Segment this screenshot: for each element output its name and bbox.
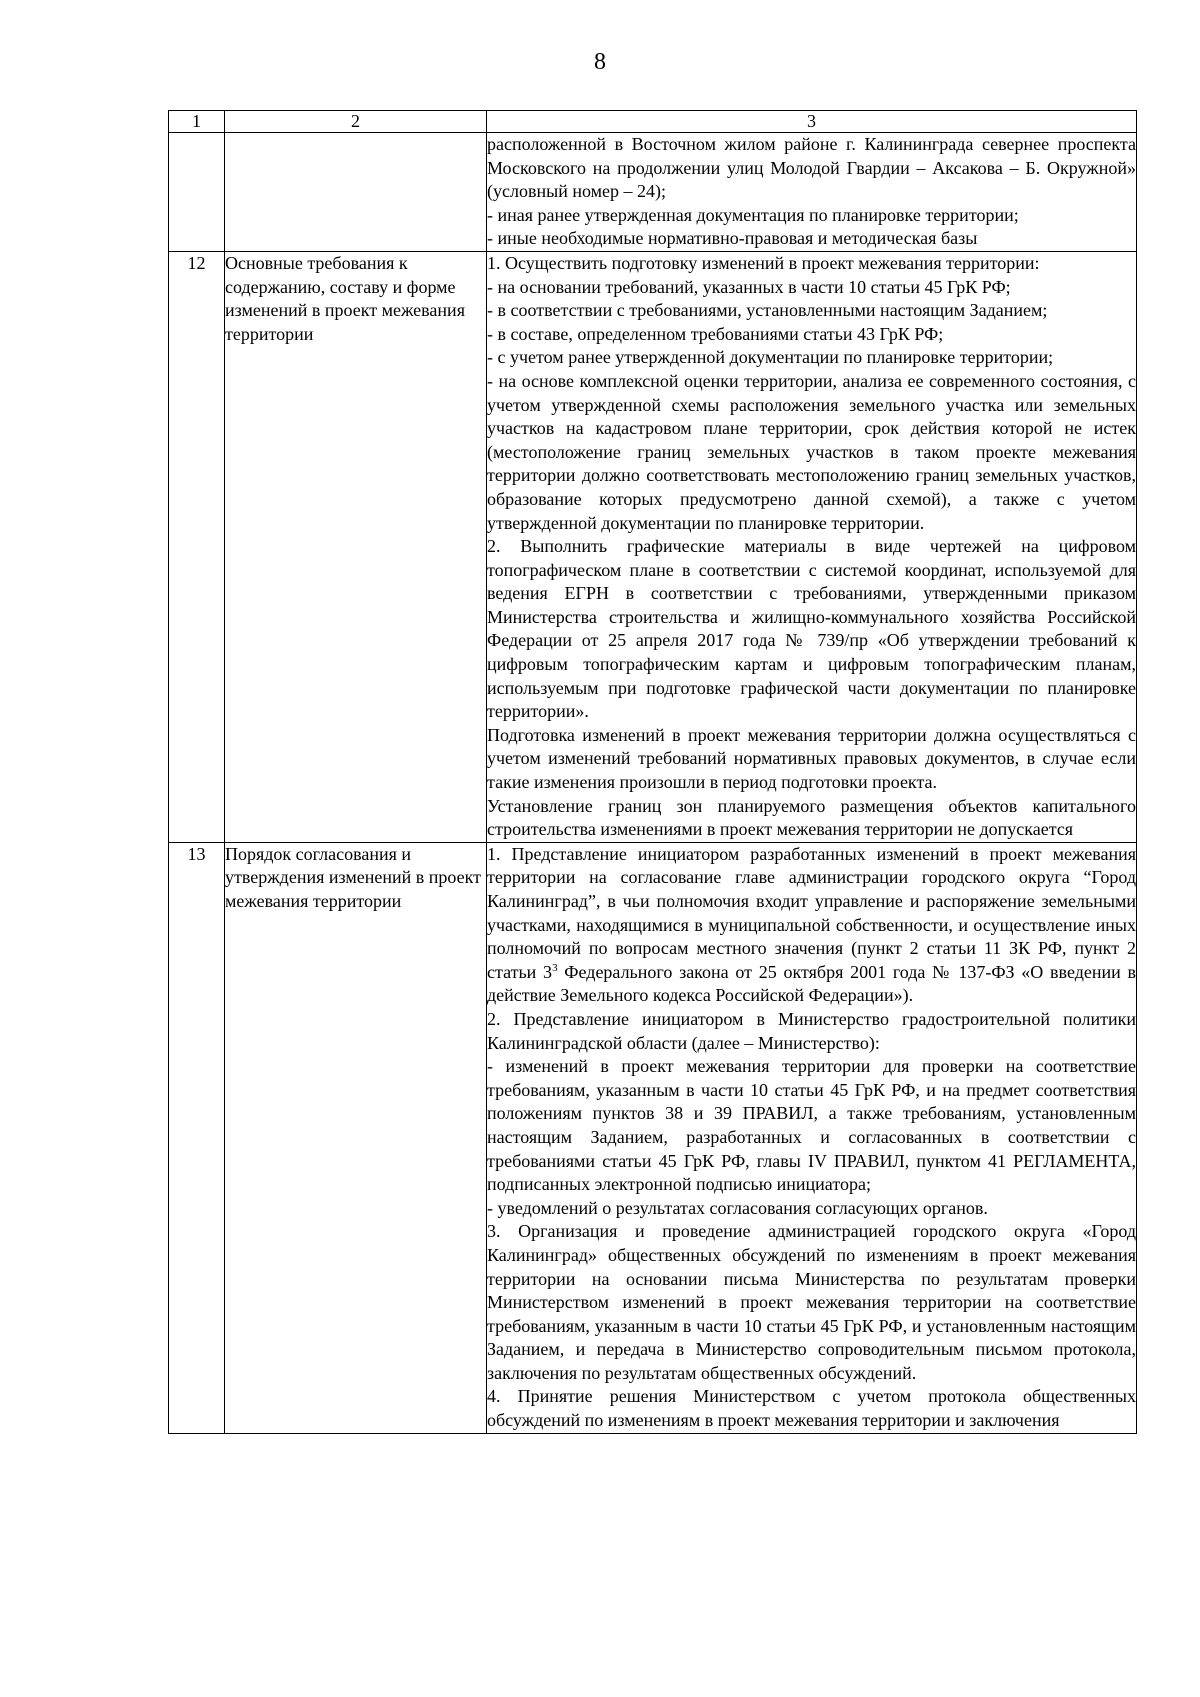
paragraph: - с учетом ранее утвержденной документации по планировке территории; — [487, 347, 1054, 368]
row-label — [225, 133, 487, 252]
row-number: 12 — [169, 251, 225, 842]
row-label: Основные требования к содержанию, составу и форме изменений в проект межевания территории — [225, 251, 487, 842]
header-col-2: 2 — [225, 111, 487, 133]
paragraph: Подготовка изменений в проект межевания территории должна осуществляться с учетом изменений требований нормативных правовых документов, в случае если такие изменения произошли в период подготовки проекта. — [487, 724, 1136, 793]
paragraph-text: 1. Представление инициатором разработанных изменений в проект межевания территории на согласование главе администрации городского округа “Город Калининград”, в чьи полномочия входит управление и распоряжение земельными участками, находящимися в муниципальной собственности, и осуществление иных полномочий по вопросам местного значения (пункт 2 статьи 11 ЗК РФ, пункт 2 статьи 3 — [487, 843, 1136, 982]
paragraph: - в составе, определенном требованиями статьи 43 ГрК РФ; — [487, 323, 944, 344]
requirements-table — [168, 110, 1137, 1434]
table-header-row — [169, 111, 1137, 133]
paragraph: - на основании требований, указанных в части 10 статьи 45 ГрК РФ; — [487, 276, 1011, 297]
paragraph: 3. Организация и проведение администрацией городского округа «Город Калининград» общественных обсуждений по изменениям в проект межевания территории на основании письма Министерства по результатам проверки Министерством изменений в проект межевания территории на соответствие требованиям, указанным в части 10 статьи 45 ГрК РФ, и установленным настоящим Заданием, и передача в Министерство сопроводительным письмом протокола, заключения по результатам общественных обсуждений. — [487, 1221, 1136, 1383]
row-content — [487, 133, 1137, 252]
paragraph: - иные необходимые нормативно-правовая и методическая базы — [487, 228, 978, 249]
row-content — [487, 842, 1137, 1433]
page-number: 8 — [594, 49, 606, 75]
header-col-3: 3 — [487, 111, 1137, 133]
paragraph: - в соответствии с требованиями, установленными настоящим Заданием; — [487, 300, 1048, 321]
paragraph: - изменений в проект межевания территории для проверки на соответствие требованиям, указанным в части 10 статьи 45 ГрК РФ, и на предмет соответствия положениям пунктов 38 и 39 ПРАВИЛ, а также требованиям, установленным настоящим Заданием, разработанных и согласованных в соответствии с требованиями статьи 45 ГрК РФ, главы IV ПРАВИЛ, пунктом 41 РЕГЛАМЕНТА, подписанных электронной подписью инициатора; — [487, 1056, 1136, 1195]
paragraph: Установление границ зон планируемого размещения объектов капитального строительства изменениями в проект межевания территории не допускается — [487, 795, 1136, 840]
table-row-12 — [169, 251, 1137, 842]
paragraph — [487, 843, 1136, 1008]
superscript: 3 — [552, 961, 558, 974]
row-content — [487, 251, 1137, 842]
row-number — [169, 133, 225, 252]
paragraph: - уведомлений о результатах согласования согласующих органов. — [487, 1197, 988, 1218]
table-row-continuation — [169, 133, 1137, 252]
paragraph: - на основе комплексной оценки территории, анализа ее современного состояния, с учетом утвержденной схемы расположения земельного участка или земельных участков на кадастровом плане территории, срок действия которой не истек (местоположение границ земельных участков в таком проекте межевания территории должно соответствовать местоположению границ земельных участков, образование которых предусмотрено данной схемой), а также с учетом утвержденной документации по планировке территории. — [487, 370, 1136, 533]
row-label: Порядок согласования и утверждения изменений в проект межевания территории — [225, 842, 487, 1433]
paragraph-text: Федерального закона от 25 октября 2001 года № 137-ФЗ «О введении в действие Земельного кодекса Российской Федерации»). — [487, 961, 1136, 1006]
header-col-1: 1 — [169, 111, 225, 133]
paragraph: 4. Принятие решения Министерством с учетом протокола общественных обсуждений по изменениям в проект межевания территории и заключения — [487, 1386, 1136, 1431]
paragraph: 2. Представление инициатором в Министерство градостроительной политики Калининградской области (далее – Министерство): — [487, 1008, 1136, 1053]
paragraph: расположенной в Восточном жилом районе г. Калининграда севернее проспекта Московского на продолжении улиц Молодой Гвардии – Аксакова – Б. Окружной» (условный номер – 24); — [487, 134, 1136, 202]
row-number: 13 — [169, 842, 225, 1433]
paragraph: - иная ранее утвержденная документация по планировке территории; — [487, 204, 1019, 225]
paragraph: 1. Осуществить подготовку изменений в проект межевания территории: — [487, 252, 1040, 273]
paragraph: 2. Выполнить графические материалы в виде чертежей на цифровом топографическом плане в соответствии с системой координат, используемой для ведения ЕГРН в соответствии с требованиями, утвержденными приказом Министерства строительства и жилищно-коммунального хозяйства Российской Федерации от 25 апреля 2017 года № 739/пр «Об утверждении требований к цифровым топографическим картам и цифровым топографическим планам, используемым при подготовке графической части документации по планировке территории». — [487, 536, 1136, 722]
table-row-13 — [169, 842, 1137, 1433]
